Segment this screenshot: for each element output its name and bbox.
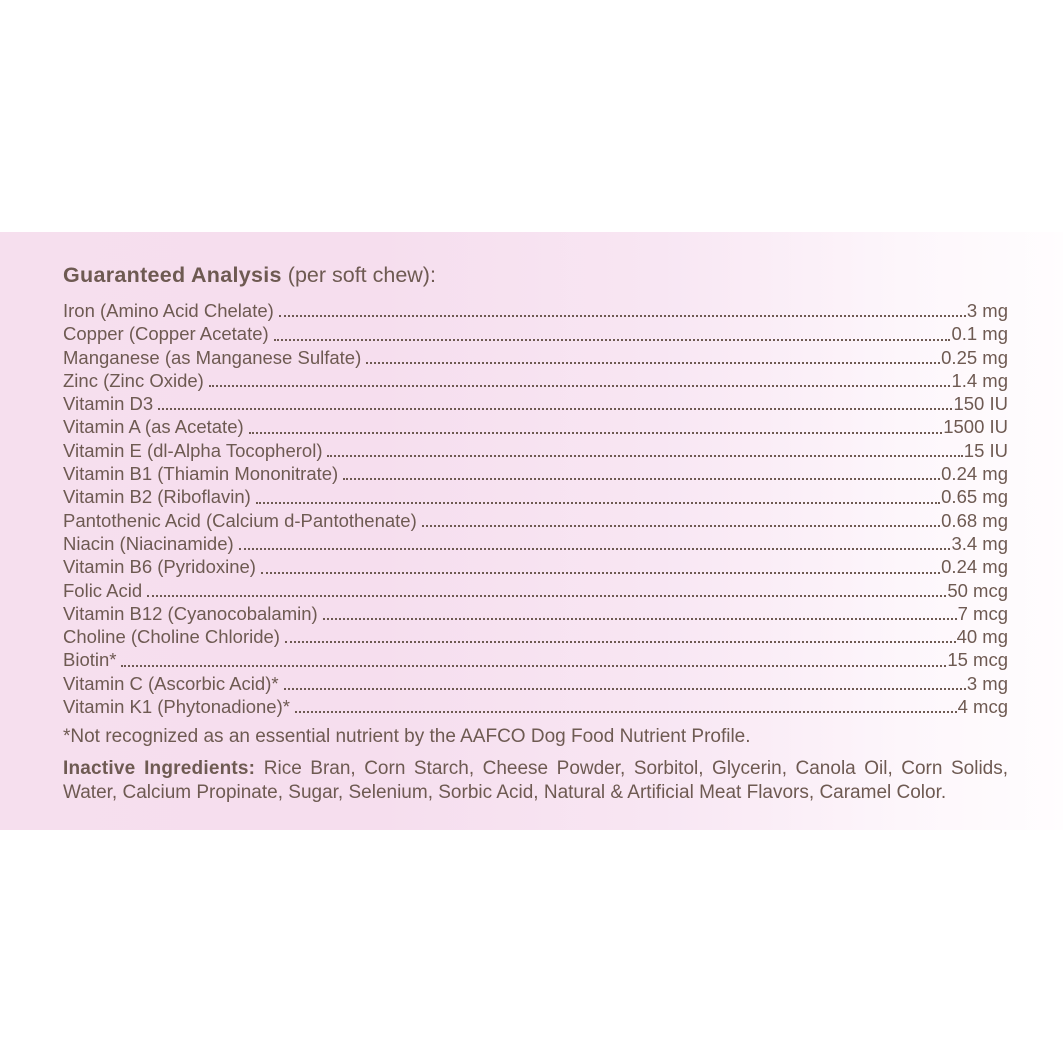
panel-title-bold: Guaranteed Analysis bbox=[63, 263, 282, 287]
nutrient-value: 0.24 mg bbox=[941, 556, 1008, 578]
nutrient-value: 4 mcg bbox=[957, 696, 1008, 718]
inactive-ingredients-text: Rice Bran, Corn Starch, Cheese Powder, Sorbitol, Glycerin, Canola Oil, Corn Solids, Water, Calcium Propinate, Sugar, Selenium, Sorbic Acid, Natural & Artificial Meat Flavors, Caramel Color. bbox=[63, 757, 1009, 804]
nutrient-label: Pantothenic Acid (Calcium d-Pantothenate) bbox=[63, 509, 417, 531]
nutrient-row bbox=[63, 509, 1008, 532]
nutrient-value: 7 mcg bbox=[957, 602, 1008, 624]
nutrient-value: 0.1 mg bbox=[951, 323, 1008, 345]
nutrient-row bbox=[63, 555, 1008, 578]
dot-leader bbox=[279, 315, 966, 317]
nutrient-label: Vitamin K1 (Phytonadione)* bbox=[63, 696, 290, 718]
nutrient-label: Folic Acid bbox=[63, 579, 143, 601]
aafco-footnote: *Not recognized as an essential nutrient by the AAFCO Dog Food Nutrient Profile. bbox=[63, 726, 751, 748]
nutrient-label: Vitamin B2 (Riboflavin) bbox=[63, 486, 251, 508]
nutrient-row bbox=[63, 485, 1008, 508]
nutrient-row bbox=[63, 299, 1008, 322]
nutrient-row bbox=[63, 392, 1008, 415]
dot-leader bbox=[327, 455, 962, 457]
dot-leader bbox=[147, 595, 946, 597]
dot-leader bbox=[261, 572, 940, 574]
nutrient-value: 50 mcg bbox=[947, 579, 1008, 601]
nutrient-label: Vitamin B6 (Pyridoxine) bbox=[63, 556, 256, 578]
nutrient-label: Copper (Copper Acetate) bbox=[63, 323, 269, 345]
dot-leader bbox=[158, 408, 952, 410]
nutrient-value: 15 mcg bbox=[947, 649, 1008, 671]
nutrient-value: 0.65 mg bbox=[941, 486, 1008, 508]
nutrient-label: Manganese (as Manganese Sulfate) bbox=[63, 346, 362, 368]
nutrient-row bbox=[63, 648, 1008, 671]
nutrient-value: 1.4 mg bbox=[951, 369, 1008, 391]
dot-leader bbox=[295, 711, 957, 713]
dot-leader bbox=[422, 525, 940, 527]
nutrient-label: Niacin (Niacinamide) bbox=[63, 532, 234, 554]
inactive-ingredients-label: Inactive Ingredients: bbox=[63, 757, 256, 779]
nutrient-value: 0.68 mg bbox=[941, 509, 1008, 531]
nutrient-label: Vitamin B1 (Thiamin Mononitrate) bbox=[63, 463, 339, 485]
dot-leader bbox=[366, 362, 940, 364]
nutrient-value: 3 mg bbox=[966, 300, 1008, 321]
nutrient-row bbox=[63, 602, 1008, 625]
dot-leader bbox=[285, 641, 956, 643]
dot-leader bbox=[343, 478, 940, 480]
nutrient-value: 3.4 mg bbox=[951, 532, 1008, 554]
dot-leader bbox=[323, 618, 957, 620]
nutrient-row bbox=[63, 672, 1008, 695]
nutrient-row bbox=[63, 532, 1008, 555]
panel-title-suffix: (per soft chew): bbox=[287, 263, 436, 287]
nutrient-row bbox=[63, 579, 1008, 602]
dot-leader bbox=[239, 548, 951, 550]
nutrient-value: 0.25 mg bbox=[941, 346, 1008, 368]
nutrient-row bbox=[63, 346, 1008, 369]
nutrient-label: Vitamin A (as Acetate) bbox=[63, 416, 244, 438]
dot-leader bbox=[249, 432, 943, 434]
nutrient-label: Zinc (Zinc Oxide) bbox=[63, 369, 204, 391]
nutrient-label: Vitamin D3 bbox=[63, 393, 154, 415]
nutrient-row bbox=[63, 625, 1008, 648]
nutrient-label: Vitamin C (Ascorbic Acid)* bbox=[63, 672, 279, 694]
dot-leader bbox=[209, 385, 951, 387]
dot-leader bbox=[256, 502, 940, 504]
nutrient-row bbox=[63, 462, 1008, 485]
nutrient-row bbox=[63, 695, 1008, 718]
nutrient-value: 15 IU bbox=[963, 439, 1008, 461]
nutrient-row bbox=[63, 322, 1008, 345]
nutrient-row bbox=[63, 439, 1008, 462]
nutrient-value: 1500 IU bbox=[943, 416, 1008, 438]
nutrient-value: 150 IU bbox=[953, 393, 1008, 415]
nutrient-row bbox=[63, 415, 1008, 438]
nutrient-value: 0.24 mg bbox=[941, 463, 1008, 485]
dot-leader bbox=[274, 339, 951, 341]
guaranteed-analysis-panel bbox=[0, 232, 1063, 830]
nutrient-label: Iron (Amino Acid Chelate) bbox=[63, 300, 274, 321]
nutrient-value: 3 mg bbox=[966, 672, 1008, 694]
nutrient-list bbox=[63, 299, 1008, 718]
dot-leader bbox=[284, 688, 966, 690]
inactive-ingredients bbox=[63, 757, 1008, 806]
panel-title bbox=[63, 262, 1008, 288]
nutrient-label: Vitamin E (dl-Alpha Tocopherol) bbox=[63, 439, 323, 461]
dot-leader bbox=[121, 665, 946, 667]
nutrient-value: 40 mg bbox=[956, 626, 1008, 648]
nutrient-label: Vitamin B12 (Cyanocobalamin) bbox=[63, 602, 318, 624]
nutrient-label: Choline (Choline Chloride) bbox=[63, 626, 280, 648]
nutrient-row bbox=[63, 369, 1008, 392]
nutrient-label: Biotin* bbox=[63, 649, 117, 671]
